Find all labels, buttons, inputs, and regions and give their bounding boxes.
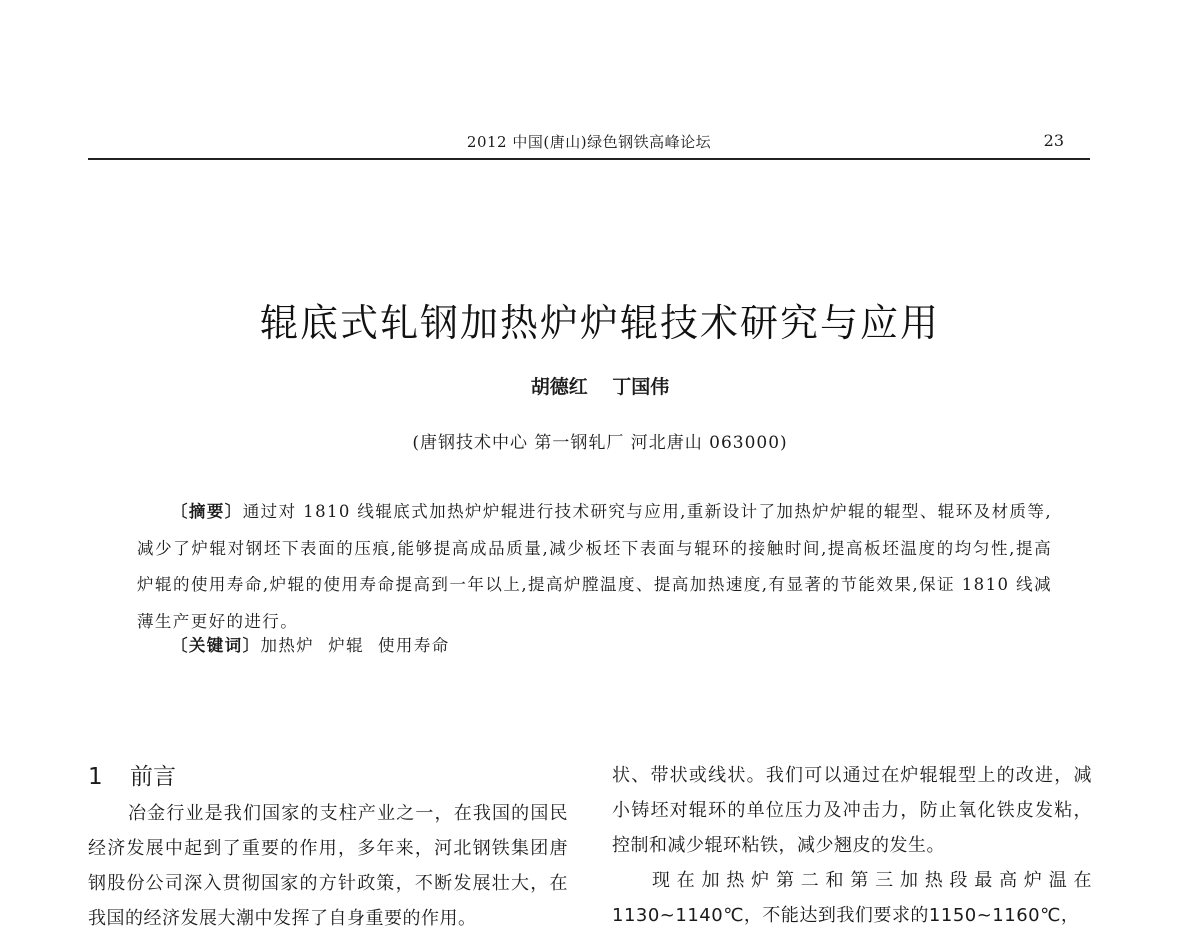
running-header xyxy=(88,128,1090,160)
paper-title: 辊底式轧钢加热炉炉辊技术研究与应用 xyxy=(259,301,940,345)
abstract-label: 〔摘要〕 xyxy=(171,502,243,521)
abstract-text: 通过对 1810 线辊底式加热炉炉辊进行技术研究与应用,重新设计了加热炉炉辊的辊型、辊环及材质等,减少了炉辊对钢坯下表面的压痕,能够提高成品质量,减少板坯下表面与辊环的接触时间,提高板坯温度的均匀性,提高炉辊的使用寿命,炉辊的使用寿命提高到一年以上,提高炉膛温度、提高加热速度,有显著的节能效果,保证 1810 线减薄生产更好的进行。 xyxy=(137,502,1052,631)
abstract-paragraph xyxy=(137,494,1052,640)
section-heading xyxy=(88,758,568,796)
page-number: 23 xyxy=(1043,131,1064,150)
body-paragraph-continued: 状、带状或线状。我们可以通过在炉辊辊型上的改进，减小铸坯对辊环的单位压力及冲击力，防止氧化铁皮发粘，控制和减少辊环粘铁，减少翘皮的发生。 xyxy=(612,765,1092,856)
section-title: 前言 xyxy=(130,764,176,790)
section-number: 1 xyxy=(88,764,103,790)
body-paragraph: 冶金行业是我们国家的支柱产业之一，在我国的国民经济发展中起到了重要的作用，多年来，河北钢铁集团唐钢股份公司深入贯彻国家的方针政策，不断发展壮大，在我国的经济发展大潮中发挥了自身重要的作用。 xyxy=(88,803,568,929)
body-paragraph: 现在加热炉第二和第三加热段最高炉温在1130~1140℃，不能达到我们要求的1150~1160℃， xyxy=(612,870,1092,926)
keywords xyxy=(171,632,464,656)
affiliation: (唐钢技术中心 第一钢轧厂 河北唐山 063000) xyxy=(412,433,788,453)
abstract xyxy=(137,494,1052,640)
keyword-item: 炉辊 xyxy=(328,636,365,655)
right-column xyxy=(612,758,1092,933)
keyword-item: 使用寿命 xyxy=(378,636,450,655)
left-column xyxy=(88,758,568,936)
keyword-item: 加热炉 xyxy=(260,636,315,655)
running-title: 2012 中国(唐山)绿色钢铁高峰论坛 xyxy=(466,133,712,151)
authors: 胡德红 丁国伟 xyxy=(530,376,670,398)
keywords-label: 〔关键词〕 xyxy=(171,636,261,655)
